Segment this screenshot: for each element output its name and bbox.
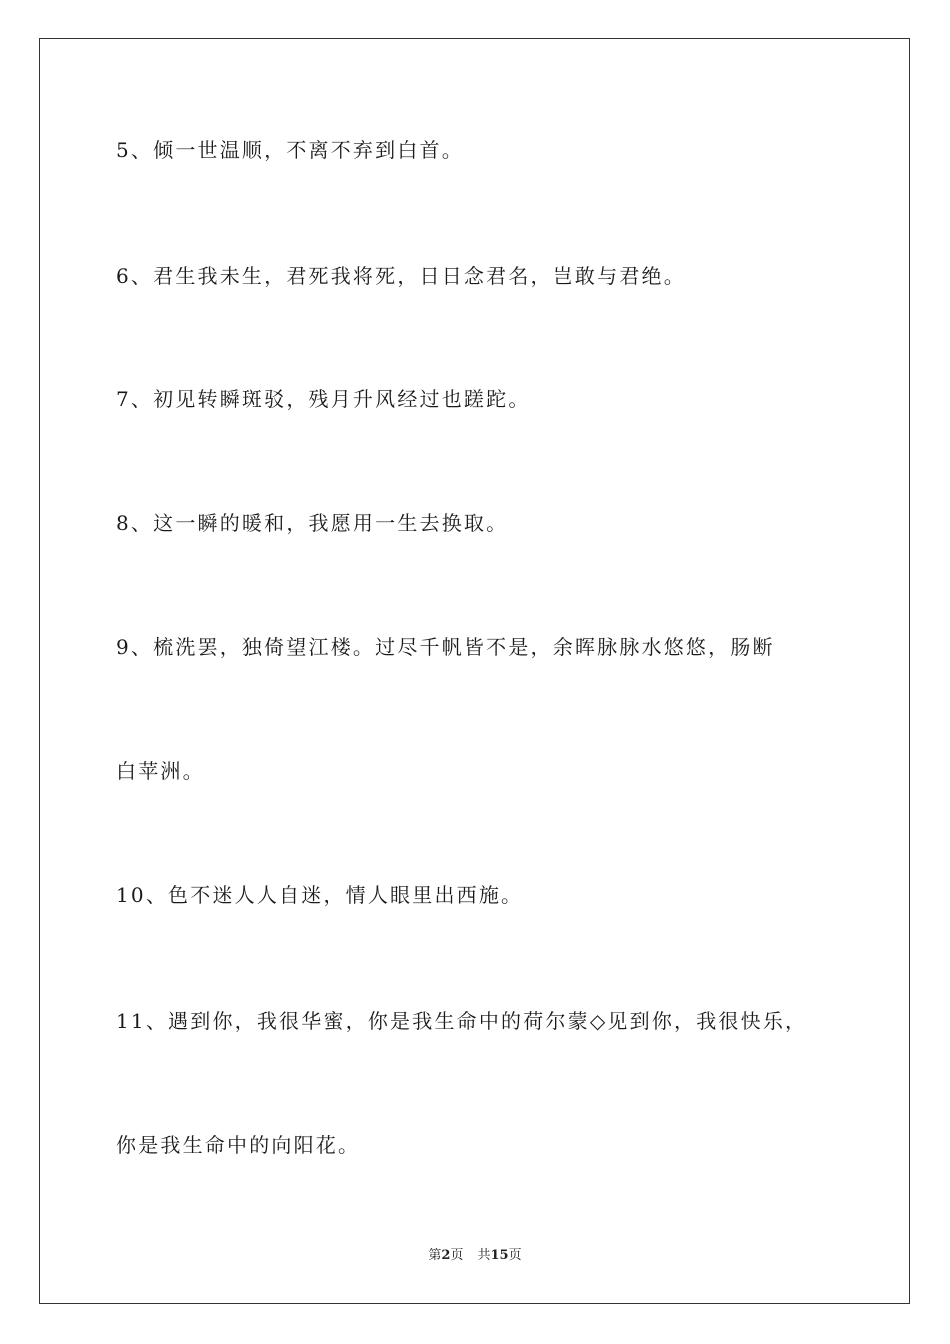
page-footer <box>0 1248 950 1264</box>
text-line-10: 10、色不迷人人自迷，情人眼里出西施。 <box>116 883 524 907</box>
total-prefix: 共 <box>477 1248 491 1263</box>
text-line-9-continued: 白苹洲。 <box>116 759 205 783</box>
total-suffix: 页 <box>508 1248 522 1263</box>
text-line-6: 6、君生我未生，君死我将死，日日念君名，岂敢与君绝。 <box>116 264 686 288</box>
page-prefix: 第 <box>428 1248 442 1263</box>
current-page-number: 2 <box>441 1248 451 1263</box>
text-line-9: 9、梳洗罢，独倚望江楼。过尽千帆皆不是，余晖脉脉水悠悠，肠断 <box>116 635 775 659</box>
page-suffix: 页 <box>450 1248 464 1263</box>
total-page-number: 15 <box>490 1248 509 1263</box>
page-frame <box>39 38 910 1304</box>
text-line-11: 11、遇到你，我很华蜜，你是我生命中的荷尔蒙◇见到你，我很快乐， <box>116 1009 808 1033</box>
text-line-11-continued: 你是我生命中的向阳花。 <box>116 1133 361 1157</box>
text-line-7: 7、初见转瞬斑驳，残月升风经过也蹉跎。 <box>116 387 531 411</box>
text-line-8: 8、这一瞬的暖和，我愿用一生去换取。 <box>116 511 509 535</box>
text-line-5: 5、倾一世温顺，不离不弃到白首。 <box>116 138 464 162</box>
